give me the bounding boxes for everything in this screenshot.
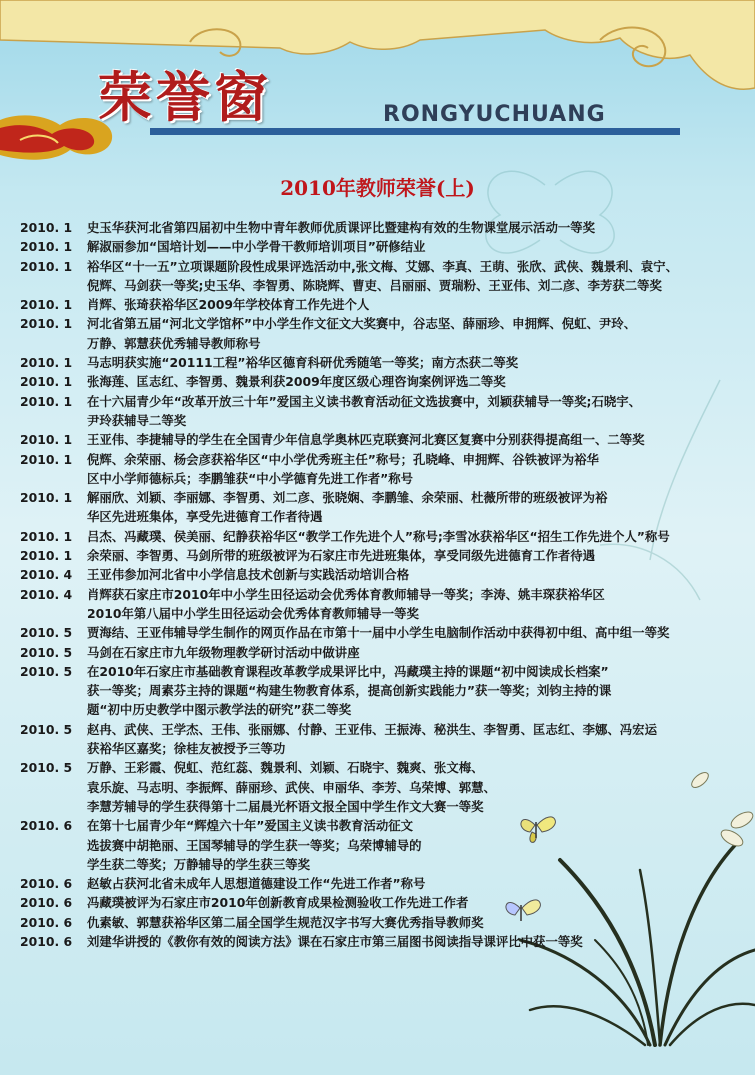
entry-line: 肖辉获石家庄市2010年中小学生田径运动会优秀体育教师辅导一等奖；李涛、姚丰琛获裕华区	[87, 586, 605, 602]
entry-date: 2010. 4	[20, 586, 73, 602]
entry-text	[87, 488, 735, 527]
honor-entry	[20, 720, 735, 759]
entry-line: 解丽欣、刘颖、李丽娜、李智勇、刘二彦、张晓娴、李鹏雏、余荣丽、杜薇所带的班级被评为裕	[87, 490, 608, 506]
page-title: 荣誉窗	[98, 65, 272, 129]
entry-date: 2010. 5	[20, 721, 73, 737]
entry-line: 华区先进班集体，享受先进德育工作者待遇	[87, 509, 323, 525]
entry-text	[87, 874, 735, 893]
entry-line: 在十六届青少年“改革开放三十年”爱国主义读书教育活动征文选拔赛中，刘颖获辅导一等奖;石晓宇、	[87, 393, 642, 409]
honor-list	[20, 218, 735, 951]
entry-text	[87, 295, 735, 314]
entry-text	[87, 314, 735, 353]
entry-date: 2010. 5	[20, 663, 73, 679]
honor-entry	[20, 392, 735, 431]
entry-line: 刘建华讲授的《教你有效的阅读方法》课在石家庄市第三届图书阅读指导课评比中获一等奖	[87, 933, 583, 949]
entry-line: 万静、王彩霞、倪虹、范红蕊、魏景利、刘颖、石晓宇、魏爽、张文梅、	[87, 760, 484, 776]
entry-text	[87, 372, 735, 391]
entry-line: 史玉华获河北省第四届初中生物中青年教师优质课评比暨建构有效的生物课堂展示活动一等奖	[87, 220, 596, 235]
entry-line: 2010年第八届中小学生田径运动会优秀体育教师辅导一等奖	[87, 605, 419, 621]
entry-line: 袁乐旋、马志明、李振辉、薛丽珍、武侠、申丽华、李芳、乌荣博、郭慧、	[87, 779, 496, 795]
entry-line: 在第十七届青少年“辉煌六十年”爱国主义读书教育活动征文	[87, 818, 414, 834]
entry-line: 肖辉、张琦获裕华区2009年学校体育工作先进个人	[87, 297, 370, 313]
entry-date: 2010. 1	[20, 451, 73, 467]
entry-date: 2010. 5	[20, 625, 73, 641]
entry-text	[87, 893, 735, 912]
honor-entry	[20, 643, 735, 662]
entry-line: 解淑丽参加“国培计划——中小学骨干教师培训项目”研修结业	[87, 239, 426, 255]
honor-entry	[20, 353, 735, 372]
entry-date: 2010. 1	[20, 258, 73, 274]
entry-line: 王亚伟、李捷辅导的学生在全国青少年信息学奥林匹克联赛河北赛区复赛中分别获得提高组一、二等奖	[87, 432, 645, 448]
honor-entry	[20, 257, 735, 296]
honor-entry	[20, 932, 735, 951]
entry-date: 2010. 6	[20, 914, 73, 930]
entry-line: 余荣丽、李智勇、马剑所带的班级被评为石家庄市先进班集体，享受同级先进德育工作者待遇	[87, 548, 596, 564]
entry-date: 2010. 6	[20, 895, 73, 911]
honor-entry	[20, 565, 735, 584]
entry-date: 2010. 1	[20, 548, 73, 564]
entry-line: 选拔赛中胡艳丽、王国琴辅导的学生获一等奖；乌荣博辅导的	[87, 837, 422, 853]
entry-date: 2010. 6	[20, 818, 73, 834]
entry-line: 马剑在石家庄市九年级物理教学研讨活动中做讲座	[87, 644, 360, 660]
entry-date: 2010. 5	[20, 760, 73, 776]
entry-line: 赵冉、武侠、王学杰、王伟、张丽娜、付静、王亚伟、王振涛、秘洪生、李智勇、匡志红、李娜、冯宏运	[87, 721, 657, 737]
entry-date: 2010. 1	[20, 490, 73, 506]
honor-entry	[20, 450, 735, 489]
entry-line: 贾海结、王亚伟辅导学生制作的网页作品在市第十一届中小学生电脑制作活动中获得初中组、高中组一等奖	[87, 625, 670, 641]
entry-text	[87, 758, 735, 816]
honor-entry	[20, 372, 735, 391]
entry-line: 吕杰、冯藏璞、侯美丽、纪静获裕华区“教学工作先进个人”称号;李雪冰获裕华区“招生工作先进个人”称号	[87, 528, 670, 544]
entry-line: 张海莲、匡志红、李智勇、魏景利获2009年度区级心理咨询案例评选二等奖	[87, 374, 506, 390]
honor-entry	[20, 662, 735, 720]
entry-text	[87, 623, 735, 642]
entry-line: 马志明获实施“20111工程”裕华区德育科研优秀随笔一等奖；南方杰获二等奖	[87, 355, 519, 371]
entry-line: 冯藏璞被评为石家庄市2010年创新教育成果检测验收工作先进工作者	[87, 895, 469, 911]
entry-date: 2010. 1	[20, 432, 73, 448]
entry-date: 2010. 5	[20, 644, 73, 660]
honor-entry	[20, 546, 735, 565]
entry-date: 2010. 1	[20, 239, 73, 255]
entry-line: 倪辉、马剑获一等奖;史玉华、李智勇、陈晓辉、曹吏、吕丽丽、贾瑞粉、王亚伟、刘二彦、李芳获二等奖	[87, 277, 662, 293]
honor-entry	[20, 218, 735, 237]
entry-date: 2010. 6	[20, 876, 73, 892]
entry-text	[87, 353, 735, 372]
entry-date: 2010. 1	[20, 355, 73, 371]
entry-text	[87, 662, 735, 720]
entry-line: 在2010年石家庄市基础教育课程改革教学成果评比中，冯藏璞主持的课题“初中阅读成长档案”	[87, 663, 609, 679]
entry-line: 获裕华区嘉奖；徐桂友被授予三等功	[87, 741, 286, 757]
honor-entry	[20, 874, 735, 893]
entry-line: 仇素敏、郭慧获裕华区第二届全国学生规范汉字书写大赛优秀指导教师奖	[87, 914, 484, 930]
entry-text	[87, 257, 735, 296]
entry-date: 2010. 1	[20, 316, 73, 332]
entry-text	[87, 546, 735, 565]
page-title-pinyin: RONGYUCHUANG	[383, 102, 606, 127]
honor-entry	[20, 816, 735, 874]
entry-line: 倪辉、余荣丽、杨会彦获裕华区“中小学优秀班主任”称号；孔晓峰、申拥辉、谷铁被评为裕华	[87, 451, 599, 467]
entry-line: 学生获二等奖；万静辅导的学生获三等奖	[87, 856, 311, 872]
entry-text	[87, 450, 735, 489]
entry-line: 题“初中历史教学中图示教学法的研究”获二等奖	[87, 702, 352, 718]
entry-line: 获一等奖；周素芬主持的课题“构建生物教育体系，提高创新实践能力”获一等奖；刘钧主持的课	[87, 683, 612, 699]
entry-line: 李慧芳辅导的学生获得第十二届晨光杯语文报全国中学生作文大赛一等奖	[87, 798, 484, 814]
entry-text	[87, 527, 735, 546]
entry-text	[87, 913, 735, 932]
entry-line: 赵敏占获河北省未成年人思想道德建设工作“先进工作者”称号	[87, 876, 426, 892]
honor-entry	[20, 623, 735, 642]
entry-text	[87, 932, 735, 951]
entry-text	[87, 585, 735, 624]
entry-date: 2010. 1	[20, 374, 73, 390]
honor-entry	[20, 314, 735, 353]
entry-text	[87, 237, 735, 256]
honor-entry	[20, 893, 735, 912]
honor-entry	[20, 527, 735, 546]
honor-entry	[20, 585, 735, 624]
entry-text	[87, 720, 735, 759]
section-subtitle: 2010年教师荣誉(上)	[280, 176, 475, 200]
entry-text	[87, 816, 735, 874]
entry-line: 尹玲获辅导二等奖	[87, 412, 187, 428]
entry-date: 2010. 1	[20, 393, 73, 409]
entry-text	[87, 643, 735, 662]
honor-entry	[20, 913, 735, 932]
honor-entry	[20, 295, 735, 314]
entry-text	[87, 392, 735, 431]
entry-line: 万静、郭慧获优秀辅导教师称号	[87, 335, 261, 351]
entry-date: 2010. 1	[20, 528, 73, 544]
entry-line: 裕华区“十一五”立项课题阶段性成果评选活动中,张文梅、艾娜、李真、王萌、张欣、武侠、魏景利、袁宁、	[87, 258, 678, 274]
entry-line: 河北省第五届“河北文学馆杯”中小学生作文征文大奖赛中，谷志坚、薛丽珍、申拥辉、倪虹、尹玲、	[87, 316, 637, 332]
entry-date: 2010. 4	[20, 567, 73, 583]
entry-date: 2010. 1	[20, 297, 73, 313]
honor-entry	[20, 488, 735, 527]
entry-line: 区中小学师德标兵；李鹏雏获“中小学德育先进工作者”称号	[87, 470, 414, 486]
entry-line: 王亚伟参加河北省中小学信息技术创新与实践活动培训合格	[87, 567, 410, 583]
entry-text	[87, 565, 735, 584]
entry-date: 2010. 6	[20, 933, 73, 949]
honor-entry	[20, 758, 735, 816]
entry-text	[87, 430, 735, 449]
entry-text	[87, 218, 735, 237]
honor-entry	[20, 430, 735, 449]
honor-entry	[20, 237, 735, 256]
entry-date: 2010. 1	[20, 220, 73, 235]
